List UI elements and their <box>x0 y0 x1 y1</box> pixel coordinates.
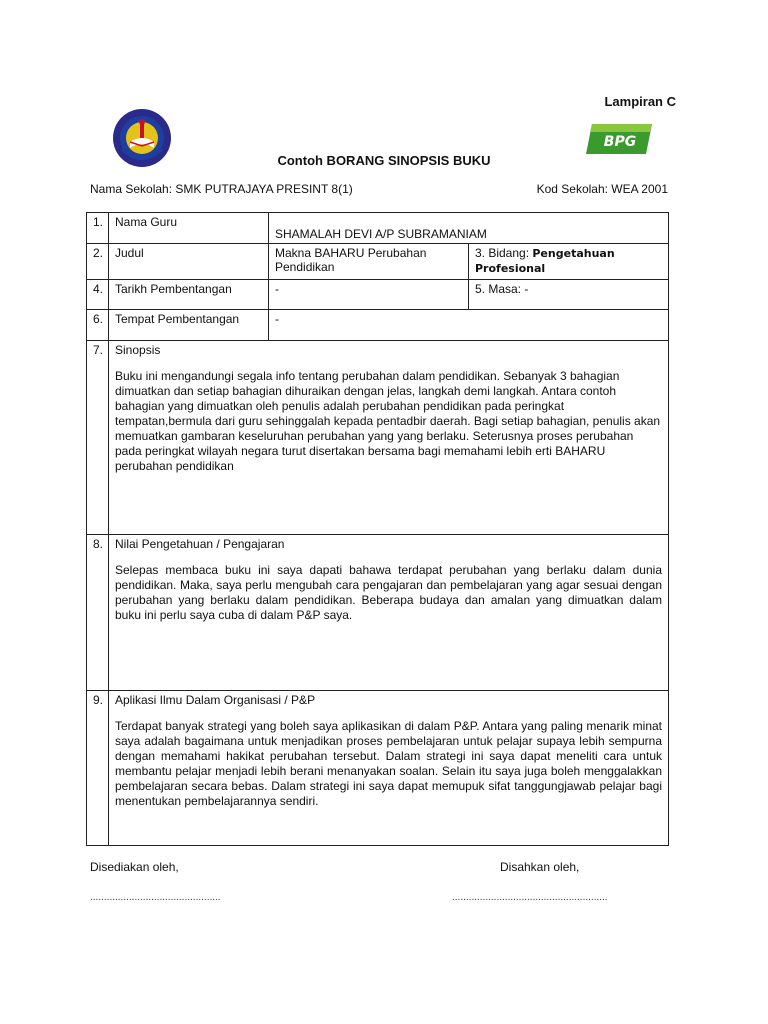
row-number: 6. <box>87 310 109 341</box>
aplikasi-text: Terdapat banyak strategi yang boleh saya aplikasikan di dalam P&P. Antara yang paling menarik minat saya adalah bagaimana untuk menjadikan proses pembelajaran untuk pelajar supaya lebih sempurna dengan memahami hakikat perubahan tersebut. Dalam strategi ini saya dapat meneliti cara untuk membantu pelajar menjadi lebih berani menanyakan soalan. Selain itu saya juga boleh menggalakkan pembelajaran secara bebas. Dalam strategi ini saya dapat memupuk sifat tanggungjawab pelajar bagi menentukan pembelajarannya sendiri. <box>115 719 662 808</box>
nilai-cell <box>109 535 669 691</box>
row-number: 9. <box>87 691 109 846</box>
row-number: 4. <box>87 280 109 310</box>
row-tempat <box>87 310 669 341</box>
value-tarikh: - <box>269 280 469 310</box>
row-number: 8. <box>87 535 109 691</box>
bidang-label: 3. Bidang: <box>475 246 533 260</box>
approved-signature-line: ........................................................ <box>452 892 608 903</box>
approved-by-label: Disahkan oleh, <box>500 860 580 874</box>
label-sinopsis: Sinopsis <box>115 343 161 357</box>
lampiran-label: Lampiran C <box>604 94 676 109</box>
value-judul: Makna BAHARU Perubahan Pendidikan <box>269 244 469 280</box>
nilai-text: Selepas membaca buku ini saya dapati bahawa terdapat perubahan yang berlaku dalam dunia pendidikan. Maka, saya perlu mengubah cara pengajaran dan pembelajaran yang agar sesuai dengan perubahan yang berlaku dalam pendidikan. Beberapa budaya dan amalan yang dimuatkan dalam buku ini perlu saya cuba di dalam P&P saya. <box>115 563 662 622</box>
bidang-value: Pengetahuan Profesional <box>475 247 615 275</box>
sinopsis-cell <box>109 341 669 535</box>
prepared-signature-line: ............................................... <box>90 892 221 903</box>
row-nilai <box>87 535 669 691</box>
label-tempat: Tempat Pembentangan <box>109 310 269 341</box>
row-number: 1. <box>87 213 109 244</box>
label-nilai: Nilai Pengetahuan / Pengajaran <box>115 537 285 551</box>
masa-cell: 5. Masa: - <box>469 280 669 310</box>
sinopsis-text: Buku ini mengandungi segala info tentang perubahan dalam pendidikan. Sebanyak 3 bahagian dimuatkan dan setiap bahagian dihuraikan dengan jelas, langkah demi langkah. Antara contoh bahagian yang dimuatkan oleh penulis adalah perubahan pendidikan pada peringkat tempatan,bermula dari guru sehinggalah kepada pentadbir daerah. Bagi setiap bahagian, penulis akan memuatkan gambaran keseluruhan perubahan yang yang berlaku. Seterusnya proses perubahan pada peringkat wilayah negara turut disertakan bersama bagi memahami lebih erti BAHARU perubahan pendidikan <box>115 369 661 473</box>
row-number: 2. <box>87 244 109 280</box>
synopsis-form-table <box>86 212 669 846</box>
value-nama-guru: SHAMALAH DEVI A/P SUBRAMANIAM <box>269 213 669 244</box>
school-code: Kod Sekolah: WEA 2001 <box>536 182 668 196</box>
row-judul <box>87 244 669 280</box>
label-nama-guru: Nama Guru <box>109 213 269 244</box>
row-aplikasi <box>87 691 669 846</box>
row-tarikh <box>87 280 669 310</box>
aplikasi-cell <box>109 691 669 846</box>
label-tarikh: Tarikh Pembentangan <box>109 280 269 310</box>
school-name: Nama Sekolah: SMK PUTRAJAYA PRESINT 8(1) <box>90 182 353 196</box>
label-judul: Judul <box>109 244 269 280</box>
value-tempat: - <box>269 310 669 341</box>
form-title: Contoh BORANG SINOPSIS BUKU <box>277 153 491 168</box>
svg-text:BPG: BPG <box>603 134 637 150</box>
prepared-by-label: Disediakan oleh, <box>90 860 179 874</box>
row-sinopsis <box>87 341 669 535</box>
label-aplikasi: Aplikasi Ilmu Dalam Organisasi / P&P <box>115 693 316 707</box>
bidang-cell <box>469 244 669 280</box>
row-nama-guru <box>87 213 669 244</box>
row-number: 7. <box>87 341 109 535</box>
school-info-row <box>90 182 668 196</box>
